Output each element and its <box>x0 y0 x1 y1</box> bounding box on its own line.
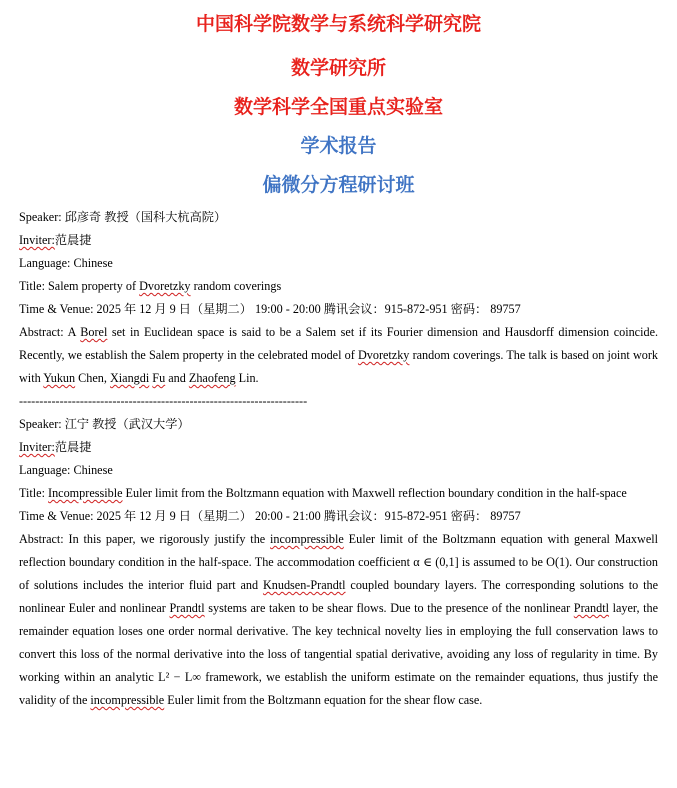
talk1-title: Title: Salem property of Dvoretzky random coverings <box>19 279 282 293</box>
department-title: 数学研究所 <box>290 58 386 79</box>
talk1-abstract: Abstract: A Borel set in Euclidean space is said to be a Salem set if its Fourier dimension and Hausdorff dimension coincide. Recently, we establish the Salem property in the celebrated model of Dvoretzky random coverings. The talk is based on joint work with Yukun Chen, Xiangdi Fu and Zhaofeng Lin. <box>19 325 659 385</box>
talk1-inviter: Inviter:范晨捷 <box>19 233 92 247</box>
talk1-venue: Time & Venue: 2025 年 12 月 9 日（星期二） 19:00 - 20:00 腾讯会议：915-872-951 密码： 89757 <box>19 302 521 316</box>
header-block <box>19 0 658 196</box>
seminar-title: 偏微分方程研讨班 <box>262 175 415 196</box>
content <box>19 206 658 712</box>
talk2-speaker: Speaker: 江宁 教授（武汉大学） <box>19 417 190 431</box>
talk2-title: Title: Incompressible Euler limit from the Boltzmann equation with Maxwell reflection boundary condition in the half-space <box>19 486 627 500</box>
institute-title: 中国科学院数学与系统科学研究院 <box>195 14 481 35</box>
report-type-title: 学术报告 <box>300 136 377 157</box>
talk2-venue: Time & Venue: 2025 年 12 月 9 日（星期二） 20:00 - 21:00 腾讯会议：915-872-951 密码： 89757 <box>19 509 521 523</box>
talk2-inviter: Inviter:范晨捷 <box>19 440 92 454</box>
talk2-abstract: Abstract: In this paper, we rigorously justify the incompressible Euler limit of the Boltzmann equation with general Maxwell reflection boundary condition in the half-space. The accommodation coefficient α ∈ (0,1] is assumed to be O(1). Our construction of solutions includes the interior fluid part and Knudsen-Prandtl coupled boundary layers. The corresponding solutions to the nonlinear Euler and nonlinear Prandtl systems are taken to be shear flows. Due to the presence of the nonlinear Prandtl layer, the remainder equation loses one order normal derivative. The key technical novelty lies in employing the full conservation laws to convert this loss of the normal derivative into the loss of tangential spatial derivative, avoiding any loss of regularity in time. By working within an analytic L² − L∞ framework, we establish the uniform estimate on the remainder equations, thus justify the validity of the incompressible Euler limit from the Boltzmann equation for the shear flow case. <box>19 532 659 707</box>
lab-title: 数学科学全国重点实验室 <box>233 97 443 118</box>
talk1-speaker: Speaker: 邱彦奇 教授（国科大杭高院） <box>19 210 227 224</box>
talk1-language: Language: Chinese <box>19 256 113 270</box>
separator-line: ----------------------------------------------------------------------- <box>19 394 308 408</box>
talk2-language: Language: Chinese <box>19 463 113 477</box>
